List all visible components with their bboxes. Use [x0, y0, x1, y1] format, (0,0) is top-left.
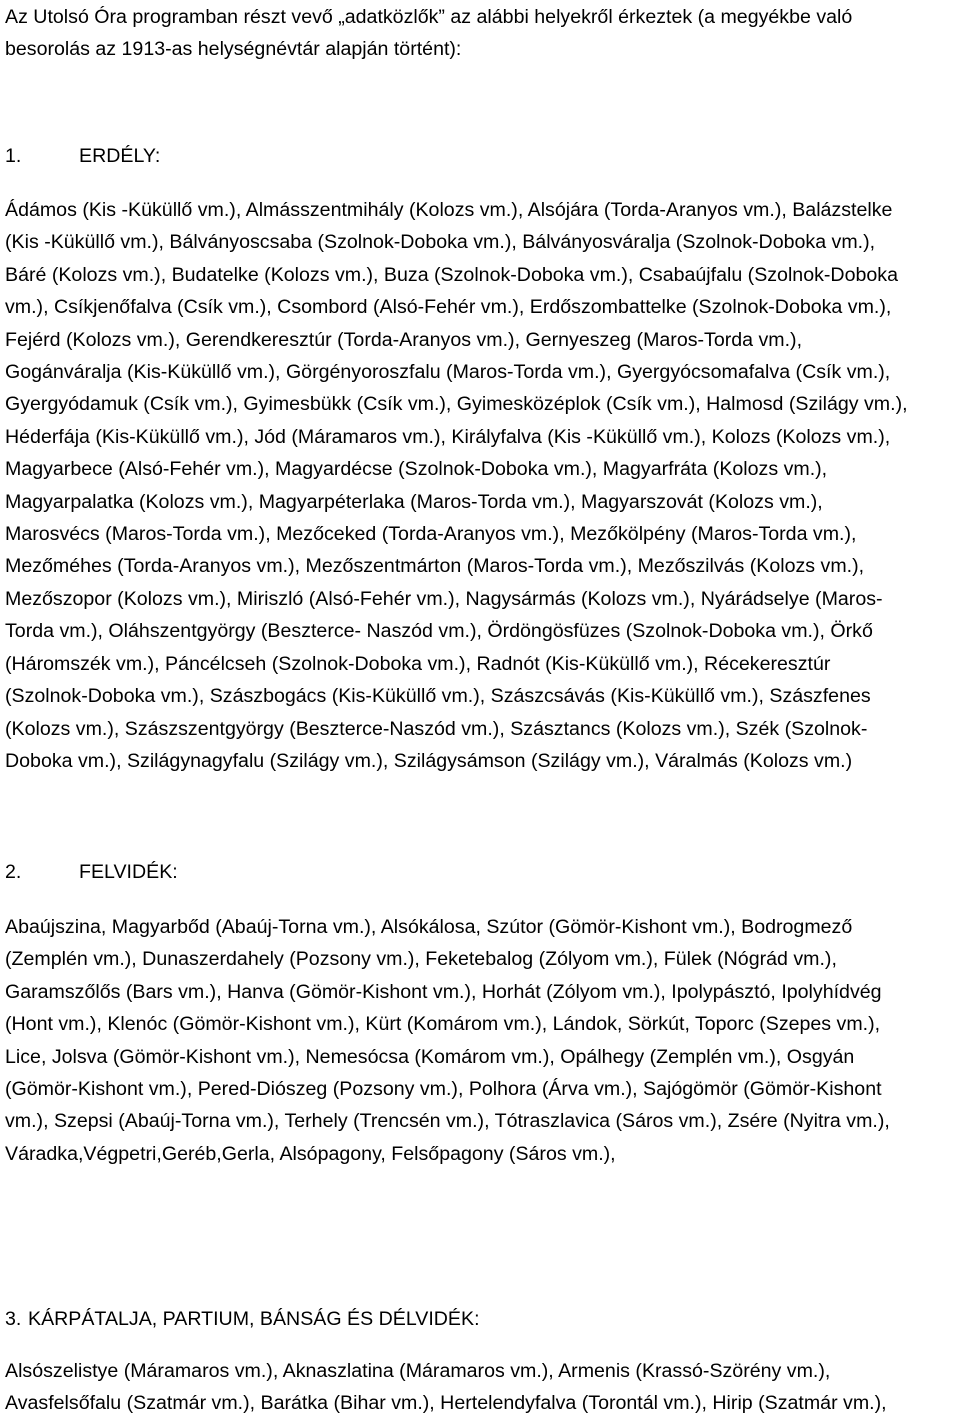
text-line: Garamszőlős (Bars vm.), Hanva (Gömör-Kishont vm.), Horhát (Zólyom vm.), Ipolypásztó, Ipolyhídvég	[5, 980, 882, 1003]
section-number: 3.	[5, 1308, 22, 1330]
text-line: Gyergyódamuk (Csík vm.), Gyimesbükk (Csík vm.), Gyimesközéplok (Csík vm.), Halmosd (Szilágy vm.),	[5, 393, 908, 416]
section-title: FELVIDÉK:	[79, 861, 178, 883]
text-line: (Háromszék vm.), Páncélcseh (Szolnok-Doboka vm.), Radnót (Kis-Küküllő vm.), Récekeresztúr	[5, 652, 831, 675]
text-line: Marosvécs (Maros-Torda vm.), Mezőceked (Torda-Aranyos vm.), Mezőkölpény (Maros-Torda vm.),	[5, 523, 857, 546]
intro-paragraph	[5, 1, 953, 66]
intro-line: Az Utolsó Óra programban részt vevő „adatközlők” az alábbi helyekről érkeztek (a megyékbe való	[5, 6, 853, 28]
section-heading-felvidek	[5, 856, 178, 888]
text-line: (Zemplén vm.), Dunaszerdahely (Pozsony vm.), Feketebalog (Zólyom vm.), Fülek (Nógrád vm.),	[5, 948, 837, 971]
text-line: (Kis -Küküllő vm.), Bálványoscsaba (Szolnok-Doboka vm.), Bálványosváralja (Szolnok-Doboka vm.),	[5, 231, 876, 254]
section-title: KÁRPÁTALJA, PARTIUM, BÁNSÁG ÉS DÉLVIDÉK:	[28, 1308, 480, 1330]
text-line: vm.), Szepsi (Abaúj-Torna vm.), Terhely (Trencsén vm.), Tótraszlavica (Sáros vm.), Zsére (Nyitra vm.),	[5, 1110, 890, 1133]
intro-line: besorolás az 1913-as helységnévtár alapján történt):	[5, 38, 462, 61]
section-number: 2.	[5, 861, 22, 883]
text-line: Abaújszina, Magyarbőd (Abaúj-Torna vm.), Alsókálosa, Szútor (Gömör-Kishont vm.), Bodrogmező	[5, 916, 853, 938]
text-line: Lice, Jolsva (Gömör-Kishont vm.), Nemesócsa (Komárom vm.), Opálhegy (Zemplén vm.), Osgyán	[5, 1045, 855, 1068]
section-body-karpatalja	[5, 1355, 953, 1420]
text-line: Torda vm.), Oláhszentgyörgy (Beszterce- Naszód vm.), Ördöngösfüzes (Szolnok-Doboka vm.), Örkő	[5, 620, 873, 643]
text-line: (Szolnok-Doboka vm.), Szászbogács (Kis-Küküllő vm.), Szászcsávás (Kis-Küküllő vm.), Szászfenes	[5, 685, 871, 708]
section-body-erdely	[5, 194, 953, 777]
text-line: Magyarpalatka (Kolozs vm.), Magyarpéterlaka (Maros-Torda vm.), Magyarszovát (Kolozs vm.),	[5, 490, 823, 513]
section-heading-erdely	[5, 140, 160, 172]
text-line: Avasfelsőfalu (Szatmár vm.), Barátka (Bihar vm.), Hertelendyfalva (Torontál vm.), Hirip (Szatmár vm.),	[5, 1392, 887, 1415]
text-line: (Hont vm.), Klenóc (Gömör-Kishont vm.), Kürt (Komárom vm.), Lándok, Sörkút, Toporc (Szepes vm.),	[5, 1013, 881, 1036]
section-body-felvidek	[5, 911, 953, 1170]
section-heading-karpatalja	[5, 1303, 480, 1335]
text-line: Mezőméhes (Torda-Aranyos vm.), Mezőszentmárton (Maros-Torda vm.), Mezőszilvás (Kolozs vm.),	[5, 555, 865, 578]
section-number: 1.	[5, 145, 22, 167]
text-line: Héderfája (Kis-Küküllő vm.), Jód (Máramaros vm.), Királyfalva (Kis -Küküllő vm.), Kolozs (Kolozs vm.),	[5, 425, 891, 448]
text-line: Mezőszopor (Kolozs vm.), Miriszló (Alsó-Fehér vm.), Nagysármás (Kolozs vm.), Nyárádselye (Maros-	[5, 587, 883, 610]
text-line: Fejérd (Kolozs vm.), Gerendkeresztúr (Torda-Aranyos vm.), Gernyeszeg (Maros-Torda vm.),	[5, 328, 803, 351]
text-line: (Gömör-Kishont vm.), Pered-Diószeg (Pozsony vm.), Polhora (Árva vm.), Sajógömör (Gömör-Kishont	[5, 1078, 882, 1101]
text-line: Magyarbece (Alsó-Fehér vm.), Magyardécse (Szolnok-Doboka vm.), Magyarfráta (Kolozs vm.),	[5, 458, 828, 481]
text-line: Doboka vm.), Szilágynagyfalu (Szilágy vm.), Szilágysámson (Szilágy vm.), Váralmás (Kolozs vm.)	[5, 749, 853, 772]
text-line: Ádámos (Kis -Küküllő vm.), Almásszentmihály (Kolozs vm.), Alsójára (Torda-Aranyos vm.), Balázstelke	[5, 199, 893, 221]
text-line: Báré (Kolozs vm.), Budatelke (Kolozs vm.), Buza (Szolnok-Doboka vm.), Csabaújfalu (Szolnok-Doboka	[5, 263, 898, 286]
text-line: Alsószelistye (Máramaros vm.), Aknaszlatina (Máramaros vm.), Armenis (Krassó-Szörény vm.),	[5, 1360, 831, 1382]
text-line: vm.), Csíkjenőfalva (Csík vm.), Csombord (Alsó-Fehér vm.), Erdőszombattelke (Szolnok-Doboka vm.),	[5, 296, 892, 319]
text-line: Gogánváralja (Kis-Küküllő vm.), Görgényoroszfalu (Maros-Torda vm.), Gyergyócsomafalva (Csík vm.),	[5, 361, 891, 384]
text-line: Váradka,Végpetri,Geréb,Gerla, Alsópagony, Felsőpagony (Sáros vm.),	[5, 1142, 616, 1165]
text-line: (Kolozs vm.), Szászszentgyörgy (Beszterce-Naszód vm.), Szásztancs (Kolozs vm.), Szék (Szolnok-	[5, 717, 868, 740]
section-title: ERDÉLY:	[79, 145, 161, 167]
